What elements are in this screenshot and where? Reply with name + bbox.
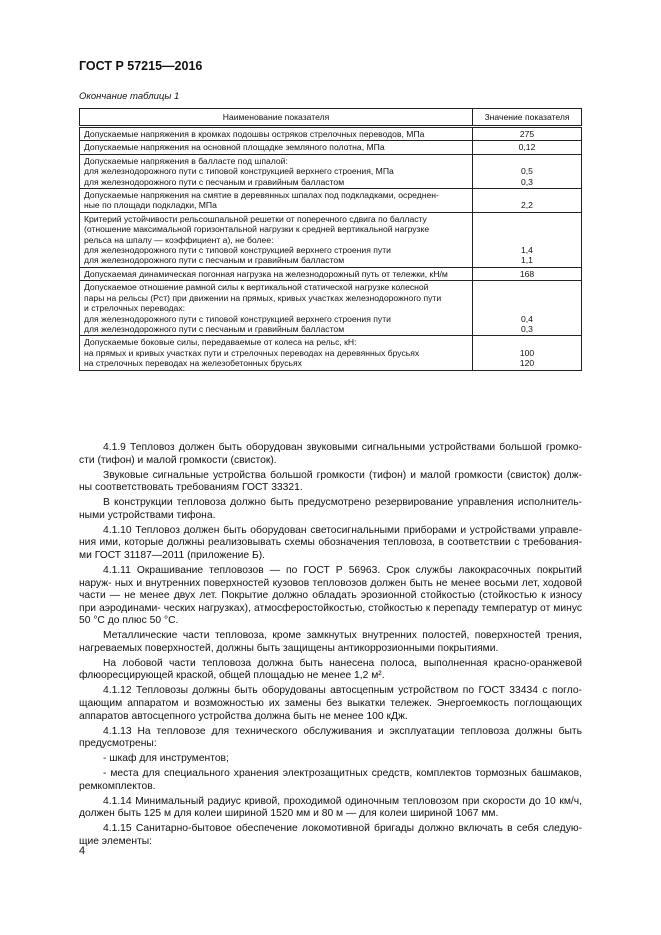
paragraph: 4.1.10 Тепловоз должен быть оборудован светосигнальными приборами и устройствами управле- ния ими, которые должны реализовывать схемы обозначения тепловоза, в соответствии с требования- ми ГОСТ 31187—2011 (приложение Б). [79,524,582,561]
paragraph: 4.1.9 Тепловоз должен быть оборудован звуковыми сигнальными устройствами большой громко- сти (тифон) и малой громкости (свисток). [79,442,582,466]
table-row [80,267,582,280]
indicator-name [80,127,473,141]
indicator-name [80,336,473,370]
indicator-value [473,127,582,141]
value-line: 2,2 [521,200,533,211]
paragraph: - шкаф для инструментов; [103,753,229,765]
indicator-value [473,154,582,188]
indicator-line: (отношение максимальной горизонтальной нагрузки к средней вертикальной нагрузке [84,224,430,235]
paragraph: 4.1.11 Окрашивание тепловозов — по ГОСТ Р 56963. Срок службы лакокрасочных покрытий наруж- ных и внутренних поверхностей кузовов тепловозов должен быть не менее восьми лет, ходовой части — не менее двух лет. Покрытие должно обладать эрозионной стойкостью (стойкостью к износу при аэродинами- ческих нагрузках), атмосферостойкостью, стойкостью к перепаду температур от минус 50 °С до плюс 50 °С. [79,564,582,627]
indicator-line: и стрелочных переводах: [84,303,186,314]
indicator-value [473,267,582,280]
indicator-value [473,189,582,213]
value-line: 1,1 [521,255,533,266]
indicator-name [80,212,473,267]
column-header-name: Наименование показателя [80,109,473,127]
indicator-value [473,281,582,336]
value-line: 0,3 [521,176,533,187]
indicator-line: для железнодорожного пути с песчаным и гравийным балластом [84,323,345,334]
indicator-name [80,154,473,188]
paragraph: 4.1.15 Санитарно-бытовое обеспечение локомотивной бригады должно включать в себя следую- щие элементы: [79,823,582,847]
page-number: 4 [79,845,86,857]
value-line: 100 [519,347,535,358]
indicator-line: на прямых и кривых участках пути и стрелочных переводах на деревянных брусьях [84,347,420,358]
indicator-line: Критерий устойчивости рельсошпальной решетки от поперечного сдвига по балласту [84,213,427,224]
paragraph: - места для специального хранения электрозащитных средств, комплектов тормозных башмаков, ремкомплектов. [79,768,582,792]
column-header-value: Значение показателя [473,109,582,127]
indicator-line: Допускаемые напряжения на основной площадке земляного полотна, МПа [84,142,385,153]
table-row [80,189,582,213]
document-code: ГОСТ Р 57215—2016 [79,59,203,73]
value-line: 0,5 [521,166,533,177]
indicator-line: рельса на шпалу — коэффициент а), не более: [84,234,274,245]
indicator-line: Допускаемые напряжения на смятие в деревянных шпалах под подкладками, осреднен- [84,190,439,201]
table-row [80,212,582,267]
indicator-line: для железнодорожного пути с типовой конструкцией верхнего строения пути [84,245,391,256]
indicator-line: Допускаемые напряжения в кромках подошвы остряков стрелочных переводов, МПа [84,129,425,139]
indicator-line: Допускаемая динамическая погонная нагрузка на железнодорожный путь от тележки, кН/м [84,268,448,279]
table-row [80,336,582,370]
paragraph: 4.1.12 Тепловозы должны быть оборудованы автосцепным устройством по ГОСТ 33434 с погло- щающим аппаратом и возможностью их замены без выкатки тележек. Энергоемкость поглощающих аппаратов автосцепного устройства должна быть не менее 100 кДж. [79,685,582,722]
indicator-value [473,212,582,267]
paragraph: Металлические части тепловоза, кроме замкнутых внутренних полостей, поверхностей трения, нагреваемых поверхностей, должны быть защищены антикоррозионными покрытиями. [79,630,582,654]
table-row [80,127,582,141]
table-row [80,154,582,188]
indicator-name [80,267,473,280]
indicator-line: на стрелочных переводах на железобетонных брусьях [84,358,302,369]
value-line: 0,3 [521,323,533,334]
indicator-line: пары на рельсы (Рст) при движении на прямых, кривых участках железнодорожного пути [84,292,442,303]
paragraph: 4.1.14 Минимальный радиус кривой, проходимой одиночным тепловозом при скорости до 10 км/ч, должен быть 125 м для колеи шириной 1520 мм и 80 м — для колеи шириной 1067 мм. [79,795,582,820]
indicator-line: Допускаемые напряжения в балласте под шпалой: [84,155,288,166]
paragraph: 4.1.13 На тепловозе для технического обслуживания и эксплуатации тепловоза должны быть предусмотрены: [79,725,582,750]
body-text [79,442,582,851]
table-caption: Окончание таблицы 1 [79,91,180,102]
indicator-value [473,141,582,154]
table-row [80,281,582,336]
paragraph: Звуковые сигнальные устройства большой громкости (тифон) и малой громкости (свисток) долж- ны соответствовать требованиям ГОСТ 33321. [79,469,582,494]
paragraph: На лобовой части тепловоза должна быть нанесена полоса, выполненная красно-оранжевой флюоресцирующей краской, общей площадью не менее 1,2 м². [79,657,582,682]
indicator-line: Допускаемое отношение рамной силы к вертикальной статической нагрузке колесной [84,282,429,293]
indicator-line: для железнодорожного пути с типовой конструкцией верхнего строения, МПа [84,166,394,177]
table-row [80,141,582,154]
indicator-line: Допускаемые боковые силы, передаваемые от колеса на рельс, кН: [84,337,357,348]
value-line: 275 [519,129,535,139]
indicator-name [80,141,473,154]
value-line: 120 [519,358,535,369]
indicators-table [79,108,582,371]
value-line: 1,4 [521,245,533,256]
indicator-line: для железнодорожного пути с песчаным и гравийным балластом [84,255,345,266]
indicator-line: ные по площади подкладки, МПа [84,200,217,211]
indicator-value [473,336,582,370]
indicator-line: для железнодорожного пути с песчаным и гравийным балластом [84,176,345,187]
value-line: 168 [519,268,535,279]
indicator-line: для железнодорожного пути с типовой конструкцией верхнего строения пути [84,313,391,324]
indicator-name [80,189,473,213]
paragraph: В конструкции тепловоза должно быть предусмотрено резервирование управления исполнитель- ными устройствами тифона. [79,497,582,521]
indicator-name [80,281,473,336]
value-line: 0,4 [521,313,533,324]
value-line: 0,12 [518,142,536,153]
